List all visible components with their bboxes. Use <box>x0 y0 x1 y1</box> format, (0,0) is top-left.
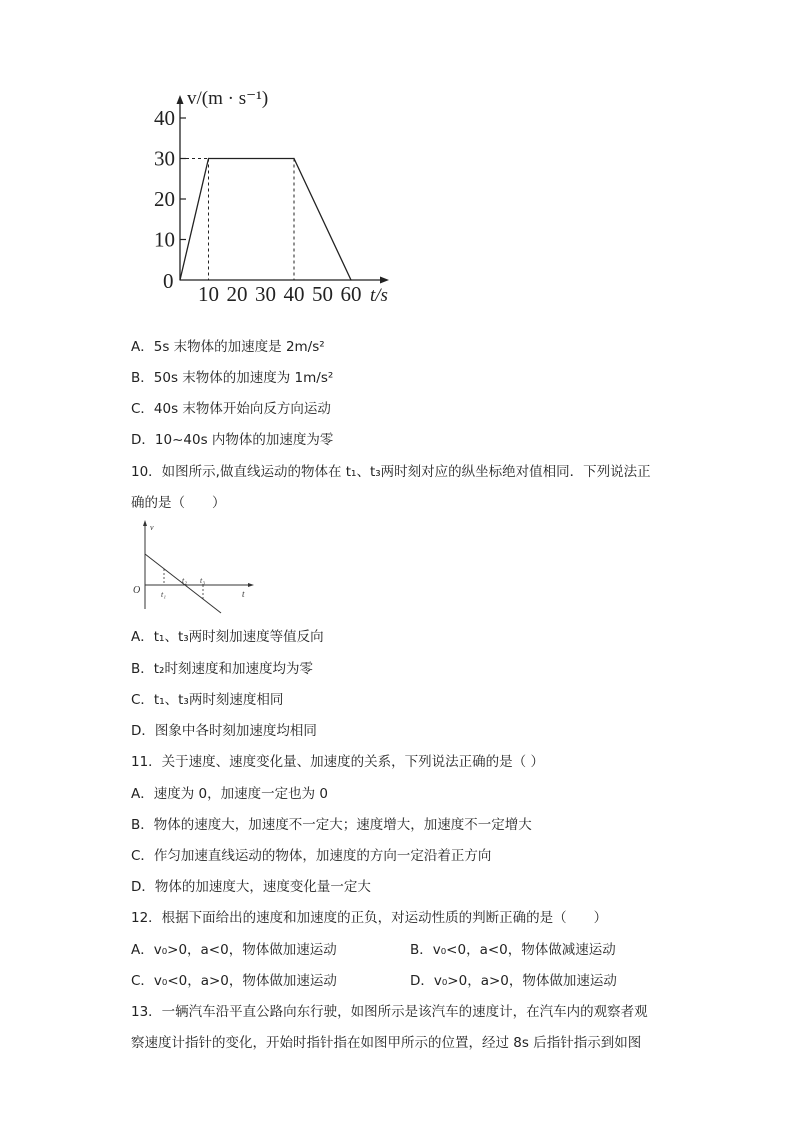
y-tick-label: 20 <box>154 187 175 211</box>
x-tick-label: 60 <box>340 282 362 306</box>
q10-t-axis-arrow <box>248 583 254 587</box>
q10-v-axis-arrow <box>143 520 147 526</box>
q10-option-d[interactable]: D．图象中各时刻加速度均相同 <box>131 723 317 739</box>
q12-option-b[interactable]: B．v₀<0，a<0，物体做减速运动 <box>410 942 616 958</box>
q10-t-label: t <box>242 589 245 599</box>
q10-origin-label: O <box>133 585 141 596</box>
origin-label: 0 <box>163 269 174 293</box>
q10-option-b[interactable]: B．t₂时刻速度和加速度均为零 <box>131 661 313 677</box>
data-point <box>350 279 351 280</box>
y-axis-label: v/(m · s⁻¹) <box>187 88 269 109</box>
q10-v-label: v <box>150 523 154 532</box>
x-tick-label: 40 <box>283 282 305 306</box>
series-line-velocity <box>180 159 351 281</box>
data-point <box>179 279 180 280</box>
y-tick-label: 40 <box>154 106 175 130</box>
q10-option-c[interactable]: C．t₁、t₃两时刻速度相同 <box>131 692 284 708</box>
x-axis-label: t/s <box>370 285 388 306</box>
y-tick-label: 10 <box>154 227 175 252</box>
q11-option-d[interactable]: D．物体的加速度大，速度变化量一定大 <box>131 879 371 895</box>
q10-stem-line2: 确的是（ ） <box>131 495 226 511</box>
x-tick-label: 50 <box>312 282 333 306</box>
q9-option-c[interactable]: C．40s 末物体开始向反方向运动 <box>131 401 331 417</box>
q10-stem-line1: 10．如图所示,做直线运动的物体在 t₁、t₃两时刻对应的纵坐标绝对值相同．下列说法正 <box>131 464 651 480</box>
y-tick-label: 30 <box>154 146 175 171</box>
q11-option-a[interactable]: A．速度为 0，加速度一定也为 0 <box>131 786 328 802</box>
q10-vt-graph <box>126 516 266 636</box>
q11-stem: 11．关于速度、速度变化量、加速度的关系，下列说法正确的是（ ） <box>131 754 544 770</box>
q10-t3-label: t₃ <box>200 576 206 585</box>
x-tick-label: 30 <box>255 282 276 306</box>
q13-stem-line1: 13．一辆汽车沿平直公路向东行驶，如图所示是该汽车的速度计，在汽车内的观察者观 <box>131 1004 648 1020</box>
y-axis-arrow <box>177 95 184 104</box>
q12-option-c[interactable]: C．v₀<0，a>0，物体做加速运动 <box>131 973 337 989</box>
q9-option-a[interactable]: A．5s 末物体的加速度是 2m/s² <box>131 339 325 355</box>
q11-option-c[interactable]: C．作匀加速直线运动的物体，加速度的方向一定沿着正方向 <box>131 848 492 864</box>
q11-option-b[interactable]: B．物体的速度大，加速度不一定大；速度增大，加速度不一定增大 <box>131 817 532 833</box>
q10-t2-label: t₂ <box>182 576 188 585</box>
velocity-time-chart <box>0 0 794 320</box>
q12-stem: 12．根据下面给出的速度和加速度的正负，对运动性质的判断正确的是（ ） <box>131 910 608 926</box>
x-tick-label: 10 <box>198 282 219 306</box>
q10-t1-label: t₁ <box>161 590 167 599</box>
q9-option-b[interactable]: B．50s 末物体的加速度为 1m/s² <box>131 370 334 386</box>
x-tick-label: 20 <box>226 282 248 306</box>
q9-option-d[interactable]: D．10~40s 内物体的加速度为零 <box>131 432 334 448</box>
q10-option-a[interactable]: A．t₁、t₃两时刻加速度等值反向 <box>131 629 324 645</box>
data-point <box>208 158 209 159</box>
data-point <box>293 158 294 159</box>
q12-option-d[interactable]: D．v₀>0，a>0，物体做加速运动 <box>410 973 617 989</box>
q12-option-a[interactable]: A．v₀>0，a<0，物体做加速运动 <box>131 942 337 958</box>
q13-stem-line2: 察速度计指针的变化，开始时指针指在如图甲所示的位置，经过 8s 后指针指示到如图 <box>131 1035 642 1051</box>
x-axis-arrow <box>380 277 389 284</box>
